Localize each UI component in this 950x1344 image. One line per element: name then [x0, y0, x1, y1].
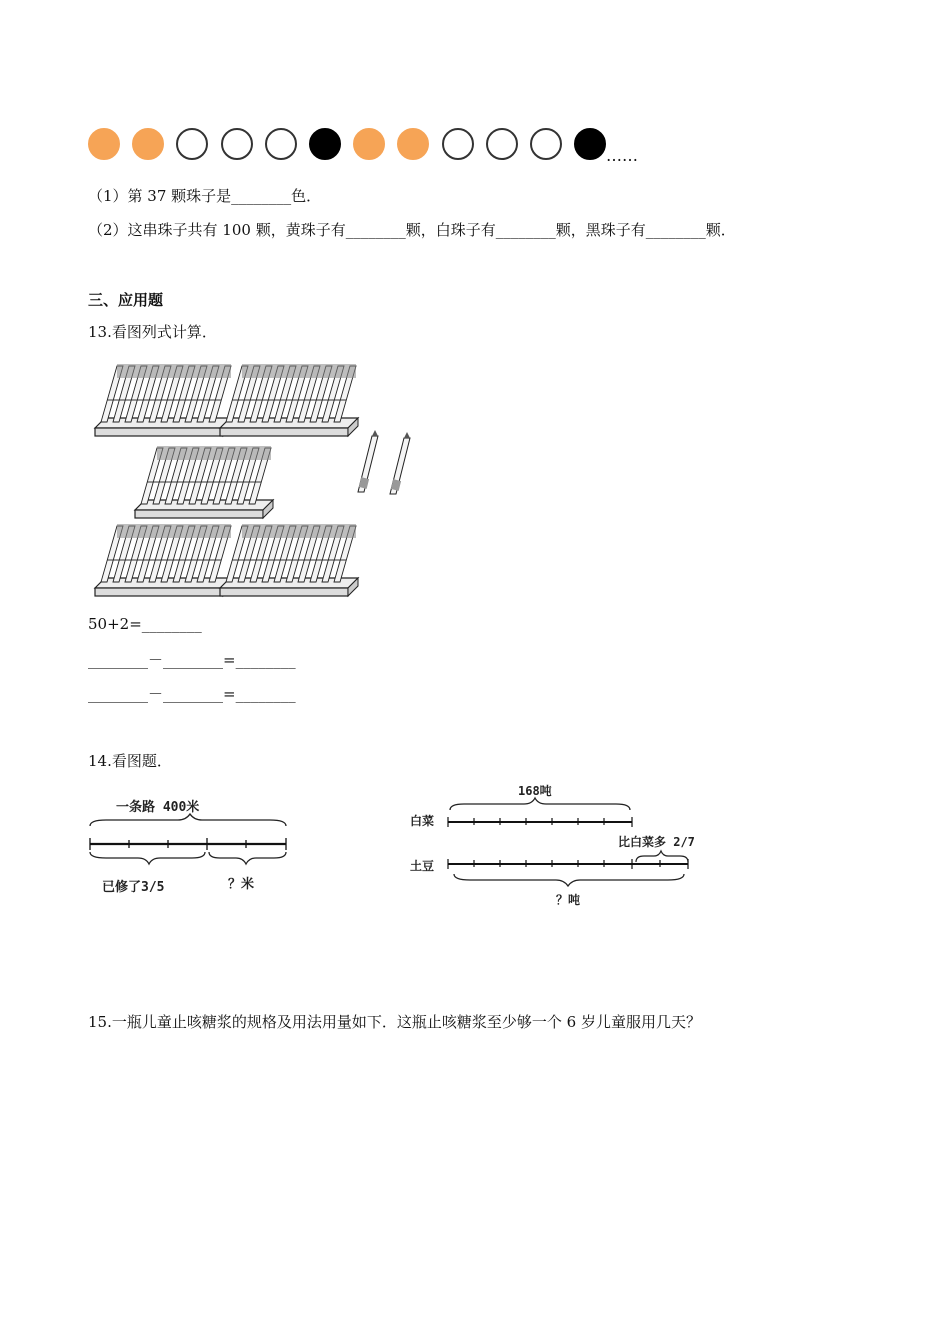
bead-orange: [88, 128, 120, 160]
q13-title: 13.看图列式计算．: [88, 323, 217, 341]
q15-title: 15.一瓶儿童止咳糖浆的规格及用法用量如下．这瓶止咳糖浆至少够一个 6 岁儿童服用几天？: [88, 1013, 701, 1031]
more-than-cabbage-label: 比白菜多 2/7: [618, 835, 695, 849]
bead-black: [309, 128, 341, 160]
q12-part1: （1）第 37 颗珠子是________色．: [88, 187, 322, 205]
section-heading: 三、应用题: [88, 291, 164, 309]
bead-ellipsis: ……: [606, 146, 638, 165]
road-done-label: 已修了3/5: [102, 880, 165, 895]
bead-orange: [353, 128, 385, 160]
bead-orange: [132, 128, 164, 160]
q13-eq2: ________－________=________: [88, 651, 296, 669]
bead-white: [221, 128, 253, 160]
q13-eq3: ________－________=________: [88, 685, 296, 703]
bead-white: [486, 128, 518, 160]
potato-amount-label: ？吨: [556, 893, 581, 907]
pencil-bundles-figure: [90, 350, 430, 600]
road-remaining-label: ？米: [228, 877, 255, 892]
cabbage-row-label: 白菜: [410, 814, 435, 828]
bead-orange: [397, 128, 429, 160]
q13-eq1: 50+2=________: [88, 615, 202, 633]
q12-part2: （2）这串珠子共有 100 颗，黄珠子有________颗，白珠子有________颗，黑珠子有________颗．: [88, 221, 736, 239]
bead-white: [530, 128, 562, 160]
cabbage-amount-label: 168吨: [518, 784, 552, 798]
bead-white: [442, 128, 474, 160]
bead-black: [574, 128, 606, 160]
q14-title: 14.看图题．: [88, 752, 172, 770]
potato-row-label: 土豆: [410, 859, 435, 873]
bead-white: [265, 128, 297, 160]
bead-white: [176, 128, 208, 160]
road-total-label: 一条路 400米: [116, 800, 200, 815]
